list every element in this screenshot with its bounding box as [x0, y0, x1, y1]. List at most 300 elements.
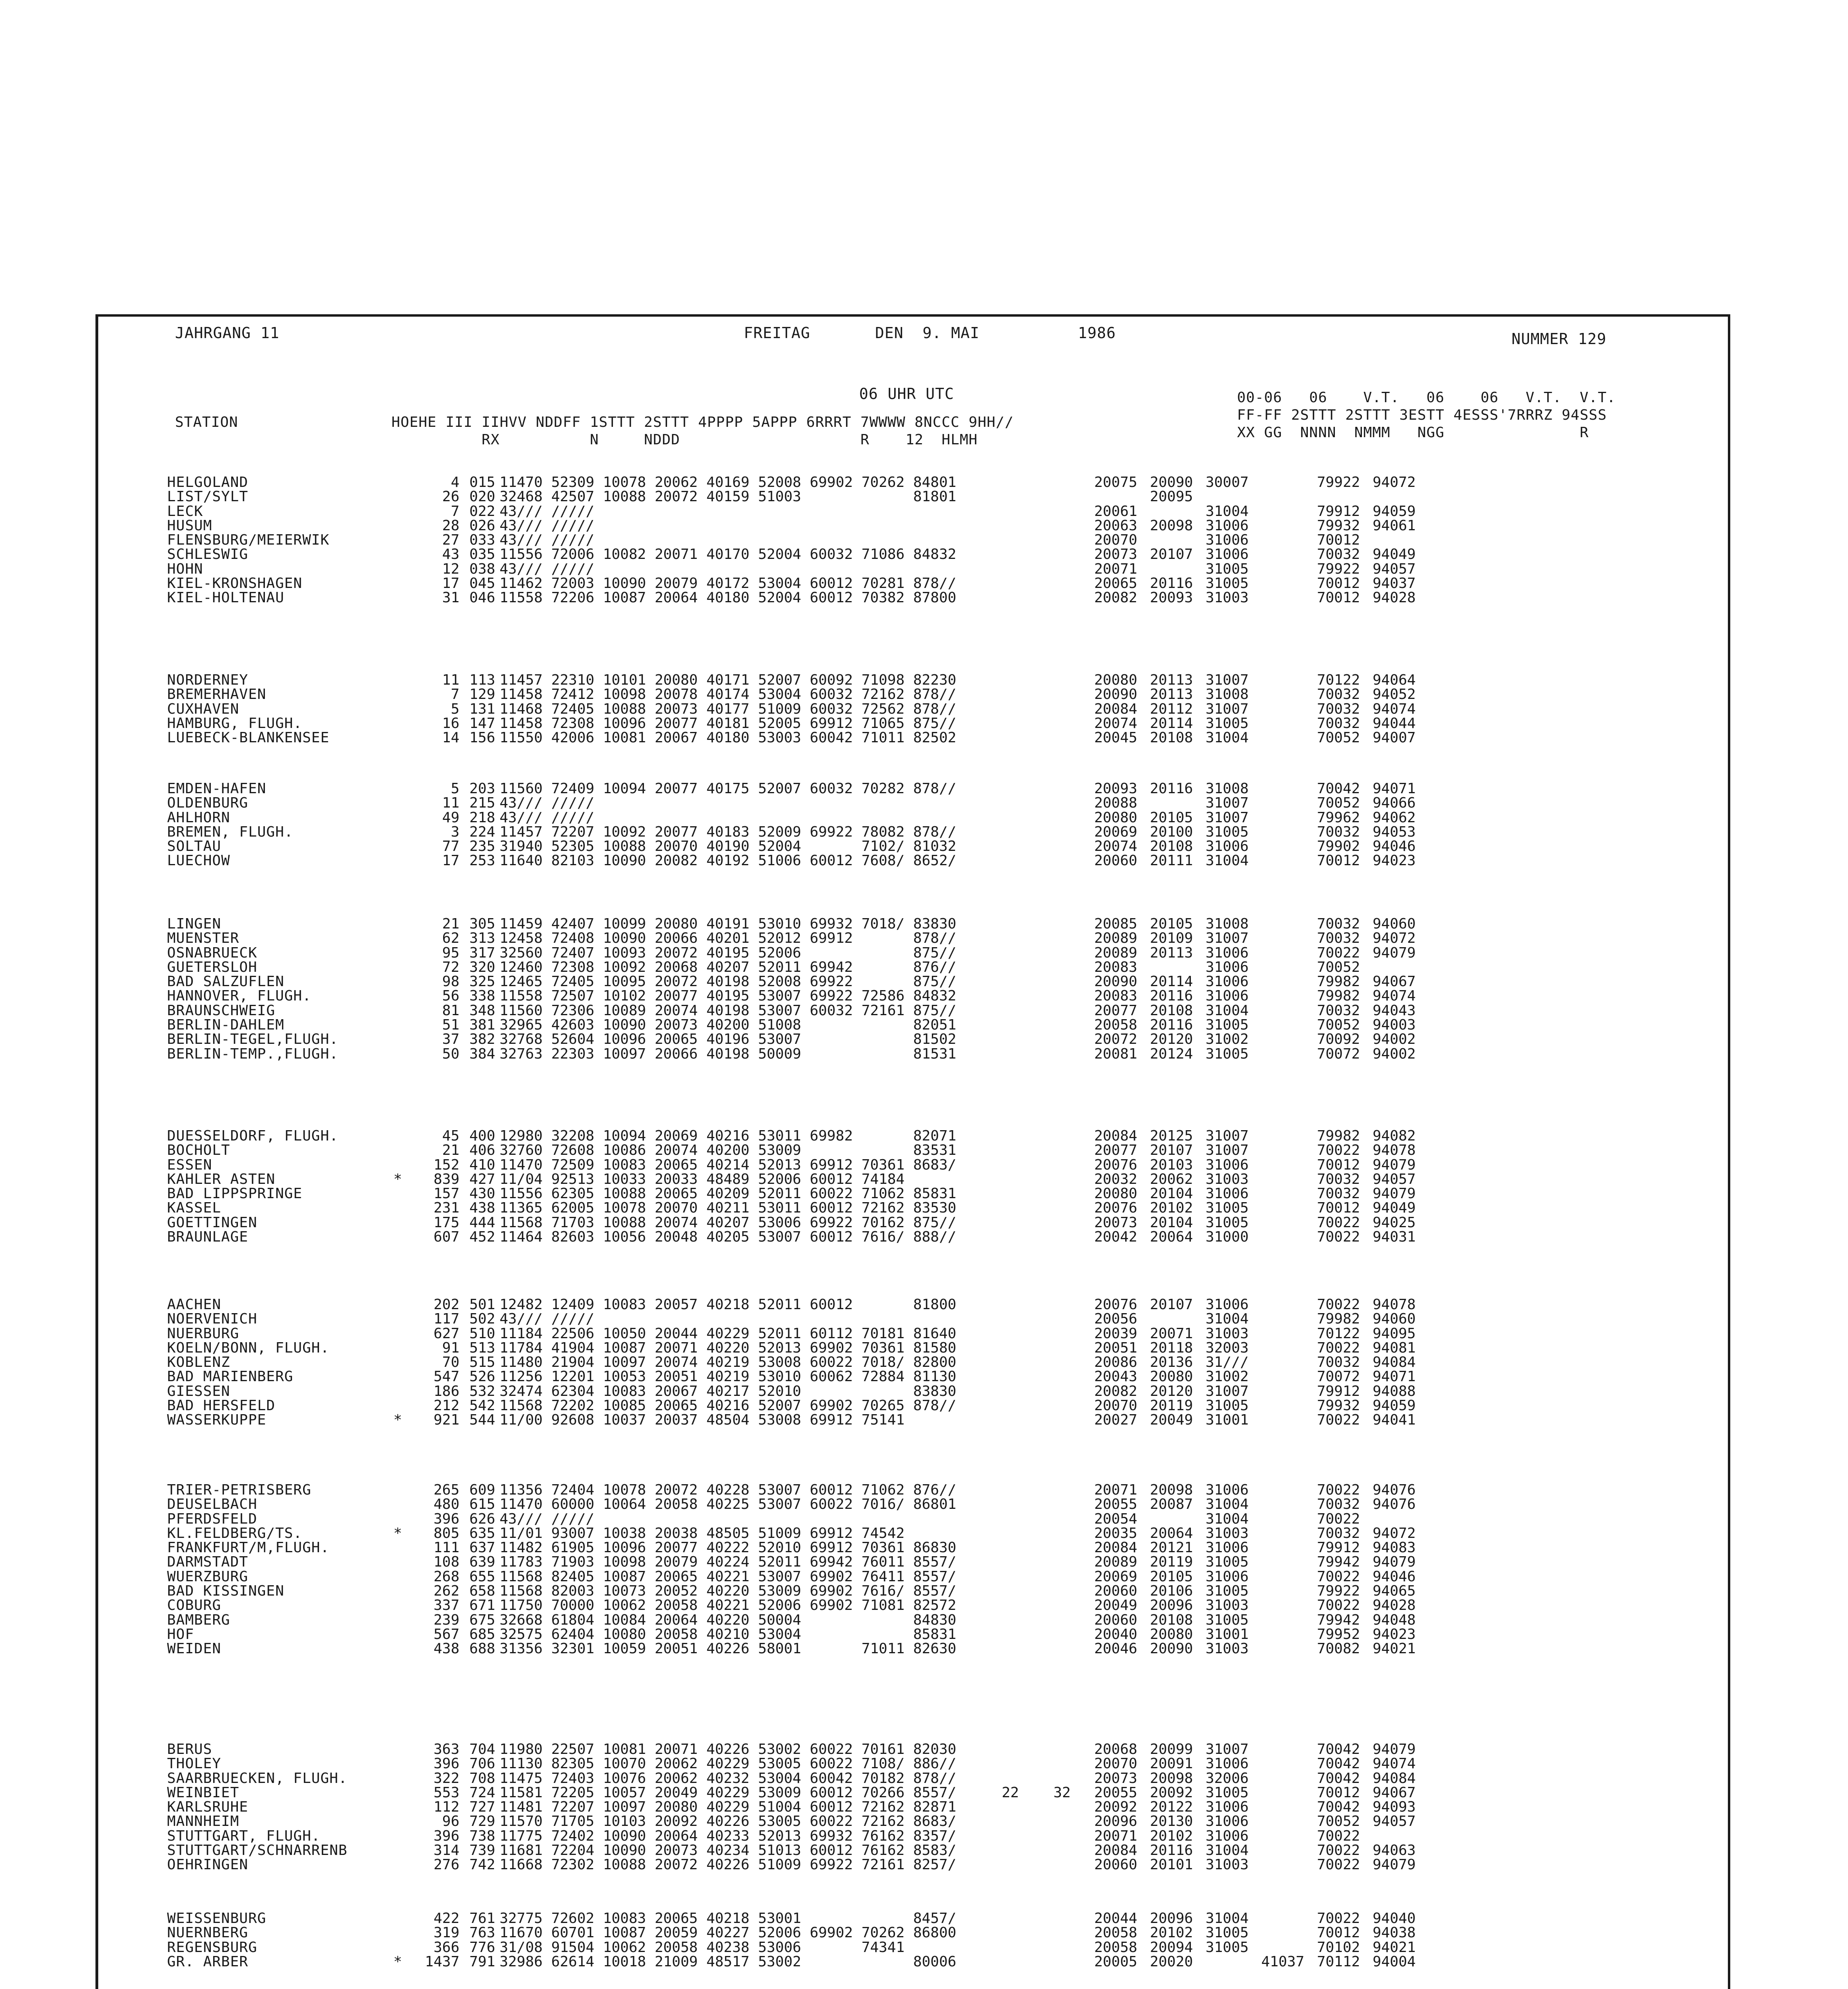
group-7rrrz: 79912 [1317, 1539, 1360, 1556]
group-nddff: ///// [551, 532, 595, 549]
group-3estt: 31007 [1205, 795, 1249, 812]
group-94sss: 94049 [1372, 546, 1416, 563]
group-8nccc [909, 1526, 961, 1541]
group-3estt: 31004 [1205, 730, 1249, 746]
ff-gg [1036, 1370, 1088, 1384]
mountain-marker [390, 547, 406, 562]
group-3estt: 31008 [1205, 686, 1249, 703]
group-2sttt [650, 504, 702, 519]
group-94sss: 94060 [1372, 1311, 1416, 1327]
group-2sttt-nnnn: 20088 [1094, 795, 1138, 812]
station-index: 515 [469, 1354, 495, 1371]
group-3estt: 31007 [1205, 930, 1249, 947]
group-3estt: 31005 [1205, 575, 1249, 592]
column-gap [961, 504, 984, 519]
group-2sttt-nmmm: 20096 [1150, 1910, 1193, 1927]
group-5appp: 53007 [758, 988, 801, 1004]
table-row [167, 796, 1422, 810]
group-nddff: 72205 [551, 1784, 595, 1801]
group-4pppp [702, 1312, 754, 1326]
column-gap [961, 1829, 984, 1843]
station-index: 727 [469, 1799, 495, 1816]
group-nddff: 42407 [551, 916, 595, 932]
group-2sttt-nmmm: 20107 [1150, 1142, 1193, 1159]
group-7rrrz: 79912 [1317, 1383, 1360, 1399]
table-row [167, 839, 1422, 854]
group-iihvv: 11480 [499, 1354, 543, 1371]
group-7rrrz: 70042 [1317, 1799, 1360, 1816]
group-1sttt: 10076 [603, 1770, 646, 1787]
group-2sttt-nnnn: 20060 [1094, 1583, 1138, 1600]
ff-gg [1036, 1298, 1088, 1312]
group-4pppp: 40234 [706, 1842, 750, 1859]
mountain-marker [390, 1327, 406, 1341]
group-7wwww: 7018/ [861, 1354, 905, 1371]
group-2sttt-nmmm: 20106 [1150, 1583, 1193, 1600]
group-7wwww: 78082 [861, 823, 905, 840]
group-4esss [1255, 825, 1311, 839]
group-2sttt: 20077 [654, 1539, 698, 1556]
group-7wwww [857, 490, 909, 504]
height: 49 [442, 809, 459, 826]
group-3estt: 31006 [1205, 944, 1249, 961]
mountain-marker [390, 475, 406, 490]
station-name: THOLEY [167, 1757, 222, 1771]
group-94sss: 94062 [1372, 809, 1416, 826]
group-4esss [1255, 1201, 1311, 1215]
group-3estt: 31006 [1205, 546, 1249, 563]
group-4esss [1255, 1911, 1311, 1926]
group-5appp: 51009 [758, 1525, 801, 1541]
group-4pppp: 40174 [706, 686, 750, 703]
column-gap [961, 533, 984, 547]
group-iihvv: 32474 [499, 1383, 543, 1399]
group-2sttt-nnnn: 20069 [1094, 823, 1138, 840]
group-94sss: 94038 [1372, 1925, 1416, 1941]
group-94sss: 94074 [1372, 701, 1416, 717]
station-name: BAD KISSINGEN [167, 1584, 284, 1599]
group-3estt: 31006 [1205, 1185, 1249, 1202]
group-94sss: 94057 [1372, 1813, 1416, 1830]
group-4esss [1255, 687, 1311, 702]
height: 14 [442, 730, 459, 746]
group-2sttt-nmmm: 20092 [1150, 1784, 1193, 1801]
group-6rrrt [805, 1312, 857, 1326]
group-8nccc: 81800 [913, 1296, 957, 1313]
group-94sss: 94078 [1372, 1142, 1416, 1159]
group-1sttt: 10088 [603, 1857, 646, 1873]
group-6rrrt: 69902 [809, 1583, 853, 1600]
group-iihvv: 11681 [499, 1842, 543, 1859]
group-7wwww: 76162 [861, 1827, 905, 1844]
group-7wwww: 72586 [861, 988, 905, 1004]
ff-gg [1036, 533, 1088, 547]
group-2sttt-nnnn: 20075 [1094, 474, 1138, 490]
group-6rrrt: 69902 [809, 474, 853, 490]
group-2sttt: 20067 [654, 730, 698, 746]
ff-xx [984, 946, 1036, 960]
ff-xx [984, 1642, 1036, 1656]
group-4esss [1255, 1129, 1311, 1143]
height: 43 [442, 546, 459, 563]
group-6rrrt [805, 1512, 857, 1526]
group-2sttt-nmmm: 20116 [1150, 780, 1193, 797]
group-2sttt [650, 533, 702, 547]
group-2sttt: 20079 [654, 575, 698, 592]
group-7wwww [857, 1129, 909, 1143]
station-name: COBURG [167, 1598, 222, 1613]
column-header-line2: RX N NDDD R 12 HLMH [175, 432, 978, 448]
group-4esss [1255, 475, 1311, 490]
height: 239 [433, 1611, 459, 1628]
ff-xx [984, 1940, 1036, 1955]
group-94sss: 94088 [1372, 1383, 1416, 1399]
column-gap [961, 989, 984, 1003]
group-6rrrt [805, 1613, 857, 1627]
mountain-marker [390, 1187, 406, 1201]
group-1sttt [599, 504, 650, 519]
station-index: 544 [469, 1412, 495, 1428]
group-5appp: 52011 [758, 959, 801, 975]
group-1sttt: 10099 [603, 916, 646, 932]
ff-xx [984, 1216, 1036, 1230]
group-5appp: 53004 [758, 686, 801, 703]
ff-gg [1036, 1399, 1088, 1413]
group-2sttt-nmmm: 20108 [1150, 838, 1193, 855]
group-5appp: 51009 [758, 701, 801, 717]
group-7wwww: 71086 [861, 546, 905, 563]
group-6rrrt [805, 1955, 857, 1969]
group-8nccc: 8683/ [913, 1156, 957, 1173]
station-name: KOELN/BONN, FLUGH. [167, 1341, 330, 1356]
group-1sttt [599, 519, 650, 533]
group-2sttt-nmmm: 20116 [1150, 988, 1193, 1004]
group-7wwww: 7616/ [861, 1229, 905, 1246]
group-6rrrt [805, 1940, 857, 1955]
group-2sttt: 20072 [654, 1857, 698, 1873]
group-6rrrt [805, 490, 857, 504]
group-7rrrz: 70032 [1317, 823, 1360, 840]
group-nddff: 52305 [551, 838, 595, 855]
group-nddff: 62005 [551, 1200, 595, 1216]
group-7rrrz: 70022 [1317, 1296, 1360, 1313]
group-5appp: 51006 [758, 852, 801, 869]
group-3estt: 31006 [1205, 1296, 1249, 1313]
ff-xx [984, 475, 1036, 490]
group-7rrrz: 70112 [1317, 1953, 1360, 1970]
ff-gg [1036, 796, 1088, 810]
group-1sttt: 10095 [603, 973, 646, 990]
group-nddff: ///// [551, 503, 595, 520]
group-3estt: 31/// [1205, 1354, 1249, 1371]
ff-xx [984, 1911, 1036, 1926]
group-nddff: 72507 [551, 988, 595, 1004]
mountain-marker: * [393, 1171, 402, 1187]
group-94sss: 94060 [1372, 916, 1416, 932]
group-3estt: 31007 [1205, 701, 1249, 717]
ff-xx: 22 [1002, 1784, 1019, 1801]
ff-gg [1036, 931, 1088, 946]
group-94sss: 94004 [1372, 1953, 1416, 1970]
group-2sttt-nmmm: 20101 [1150, 1857, 1193, 1873]
column-gap [961, 854, 984, 868]
ff-gg [1036, 1814, 1088, 1829]
group-6rrrt: 60092 [809, 672, 853, 688]
ff-gg [1036, 1032, 1088, 1047]
group-6rrrt: 60032 [809, 546, 853, 563]
group-4esss [1255, 1771, 1311, 1786]
column-gap [961, 1230, 984, 1244]
group-1sttt: 10097 [603, 1799, 646, 1816]
group-4esss [1255, 1158, 1311, 1172]
group-2sttt-nmmm: 20116 [1150, 1842, 1193, 1859]
table-row [167, 1355, 1422, 1370]
group-3estt: 31006 [1205, 1827, 1249, 1844]
group-3estt: 31005 [1205, 561, 1249, 577]
station-index: 502 [469, 1311, 495, 1327]
group-4pppp: 40238 [706, 1939, 750, 1956]
column-gap [961, 716, 984, 731]
group-7rrrz: 79932 [1317, 1397, 1360, 1414]
ff-gg [1036, 1201, 1088, 1215]
group-2sttt-nmmm: 20114 [1150, 973, 1193, 990]
group-nddff: 22506 [551, 1325, 595, 1342]
group-94sss: 94078 [1372, 1296, 1416, 1313]
ff-xx [984, 1413, 1036, 1427]
height: 567 [433, 1626, 459, 1643]
group-1sttt: 10081 [603, 730, 646, 746]
ff-gg [1036, 1384, 1088, 1399]
group-3estt: 31005 [1205, 1045, 1249, 1062]
date: DEN 9. MAI [875, 324, 980, 342]
height: 51 [442, 1017, 459, 1033]
table-row [167, 1298, 1422, 1312]
column-gap [961, 1483, 984, 1497]
group-2sttt: 20066 [654, 930, 698, 947]
group-6rrrt [805, 1047, 857, 1061]
ff-xx [984, 1004, 1036, 1018]
mountain-marker [390, 811, 406, 825]
group-4pppp: 40169 [706, 474, 750, 490]
group-nddff: ///// [551, 1510, 595, 1527]
station-index: 035 [469, 546, 495, 563]
group-4pppp: 40233 [706, 1827, 750, 1844]
group-4pppp: 40183 [706, 823, 750, 840]
group-iihvv: 11458 [499, 715, 543, 732]
group-3estt: 31006 [1205, 1156, 1249, 1173]
group-3estt: 31006 [1205, 988, 1249, 1004]
station-name: LUEBECK-BLANKENSEE [167, 731, 330, 745]
station-index: 382 [469, 1031, 495, 1048]
group-94sss: 94003 [1372, 1017, 1416, 1033]
group-7rrrz: 70042 [1317, 1741, 1360, 1757]
table-row [167, 562, 1422, 576]
group-3estt: 32003 [1205, 1339, 1249, 1356]
mountain-marker [390, 533, 406, 547]
group-2sttt-nmmm: 20091 [1150, 1755, 1193, 1772]
group-3estt: 31005 [1205, 1200, 1249, 1216]
mountain-marker [390, 1771, 406, 1786]
height: 56 [442, 988, 459, 1004]
column-gap [961, 1786, 984, 1800]
mountain-marker [390, 1926, 406, 1940]
station-name: REGENSBURG [167, 1940, 257, 1955]
group-2sttt: 20064 [654, 590, 698, 606]
group-2sttt-nnnn: 20040 [1094, 1626, 1138, 1643]
group-nddff: 72412 [551, 686, 595, 703]
group-1sttt: 10062 [603, 1597, 646, 1614]
mountain-marker [390, 1312, 406, 1326]
group-6rrrt [805, 1143, 857, 1158]
group-1sttt: 10096 [603, 715, 646, 732]
group-4esss [1255, 1757, 1311, 1771]
group-nddff: 22507 [551, 1741, 595, 1757]
group-2sttt-nnnn: 20090 [1094, 686, 1138, 703]
group-nddff: 72403 [551, 1770, 595, 1787]
group-iihvv: 11750 [499, 1597, 543, 1614]
group-iihvv: 43/// [499, 1510, 543, 1527]
group-6rrrt [805, 1911, 857, 1926]
group-iihvv: 11459 [499, 916, 543, 932]
height: 27 [442, 532, 459, 549]
station-index: 639 [469, 1554, 495, 1571]
group-iihvv: 43/// [499, 809, 543, 826]
group-4esss [1255, 1216, 1311, 1230]
group-94sss: 94082 [1372, 1128, 1416, 1144]
height: 363 [433, 1741, 459, 1757]
ff-xx [984, 1627, 1036, 1642]
height: 319 [433, 1925, 459, 1941]
mountain-marker [390, 1355, 406, 1370]
group-6rrrt [805, 533, 857, 547]
group-iihvv: 11560 [499, 1002, 543, 1019]
group-8nccc: 81580 [913, 1339, 957, 1356]
table-row [167, 1843, 1422, 1858]
mountain-marker [390, 1341, 406, 1355]
station-name: BAD MARIENBERG [167, 1370, 294, 1384]
station-index: 218 [469, 809, 495, 826]
group-2sttt: 20058 [654, 1626, 698, 1643]
group-6rrrt: 69942 [809, 1554, 853, 1571]
group-1sttt: 10090 [603, 930, 646, 947]
group-5appp: 52012 [758, 930, 801, 947]
group-2sttt-nmmm: 20096 [1150, 1597, 1193, 1614]
group-3estt: 31005 [1205, 1583, 1249, 1600]
group-5appp: 53006 [758, 1939, 801, 1956]
group-2sttt-nnnn: 20074 [1094, 715, 1138, 732]
group-7rrrz: 70032 [1317, 1496, 1360, 1513]
ff-xx [984, 917, 1036, 931]
column-gap [961, 490, 984, 504]
station-index: 542 [469, 1397, 495, 1414]
group-2sttt: 20065 [654, 1910, 698, 1927]
group-4pppp: 40171 [706, 672, 750, 688]
group-6rrrt: 69902 [809, 1925, 853, 1941]
column-gap [961, 1613, 984, 1627]
height: 4 [451, 474, 459, 490]
group-5appp: 52013 [758, 1827, 801, 1844]
station-name: DUESSELDORF, FLUGH. [167, 1129, 338, 1144]
group-4esss [1255, 547, 1311, 562]
table-row [167, 1129, 1422, 1143]
group-4esss [1255, 1829, 1311, 1843]
group-5appp: 53007 [758, 1482, 801, 1498]
ff-gg [1036, 673, 1088, 687]
column-gap [961, 1757, 984, 1771]
group-4pppp: 40229 [706, 1755, 750, 1772]
group-7rrrz: 70032 [1317, 715, 1360, 732]
group-7rrrz: 70122 [1317, 1325, 1360, 1342]
group-8nccc: 875// [913, 1214, 957, 1231]
group-5appp: 52004 [758, 590, 801, 606]
group-2sttt-nnnn: 20082 [1094, 590, 1138, 606]
group-nddff: 72206 [551, 590, 595, 606]
ff-xx [984, 1771, 1036, 1786]
group-5appp: 50004 [758, 1611, 801, 1628]
group-3estt: 31003 [1205, 1597, 1249, 1614]
group-5appp: 53004 [758, 1626, 801, 1643]
station-index: 724 [469, 1784, 495, 1801]
group-8nccc: 8357/ [913, 1827, 957, 1844]
group-1sttt: 10096 [603, 1539, 646, 1556]
group-3estt: 32006 [1205, 1770, 1249, 1787]
ff-xx [984, 1512, 1036, 1526]
ff-gg [1036, 839, 1088, 854]
group-iihvv: 11457 [499, 672, 543, 688]
group-2sttt: 20044 [654, 1325, 698, 1342]
table-row [167, 1384, 1422, 1399]
group-8nccc: 82800 [913, 1354, 957, 1371]
column-gap [961, 1158, 984, 1172]
group-4pppp: 40226 [706, 1641, 750, 1657]
group-4esss [1255, 1018, 1311, 1032]
group-nddff: 92608 [551, 1412, 595, 1428]
group-2sttt-nmmm: 20104 [1150, 1214, 1193, 1231]
ff-xx [984, 504, 1036, 519]
group-1sttt: 10078 [603, 474, 646, 490]
group-2sttt [650, 1312, 702, 1326]
station-index: 400 [469, 1128, 495, 1144]
mountain-marker [390, 1483, 406, 1497]
group-4esss [1255, 1814, 1311, 1829]
station-name: NORDERNEY [167, 673, 249, 688]
ff-xx [984, 591, 1036, 605]
group-4pppp: 40200 [706, 1017, 750, 1033]
height: 11 [442, 672, 459, 688]
column-gap [961, 1201, 984, 1215]
group-7rrrz: 70012 [1317, 575, 1360, 592]
group-2sttt-nnnn: 20049 [1094, 1597, 1138, 1614]
mountain-marker [390, 1497, 406, 1512]
height: 438 [433, 1641, 459, 1657]
group-7wwww: 7616/ [861, 1583, 905, 1600]
group-nddff: 72405 [551, 701, 595, 717]
group-2sttt [650, 1512, 702, 1526]
group-iihvv: 11482 [499, 1539, 543, 1556]
ff-xx [984, 1541, 1036, 1555]
group-nddff: 52309 [551, 474, 595, 490]
ff-gg [1036, 1047, 1088, 1061]
group-4esss [1255, 1341, 1311, 1355]
group-nddff: 72006 [551, 546, 595, 563]
group-2sttt-nmmm: 20113 [1150, 686, 1193, 703]
group-3estt: 31007 [1205, 1128, 1249, 1144]
mountain-marker [390, 1047, 406, 1061]
ff-gg [1036, 1158, 1088, 1172]
group-4esss [1255, 731, 1311, 745]
station-index: 430 [469, 1185, 495, 1202]
group-nddff: 61905 [551, 1539, 595, 1556]
